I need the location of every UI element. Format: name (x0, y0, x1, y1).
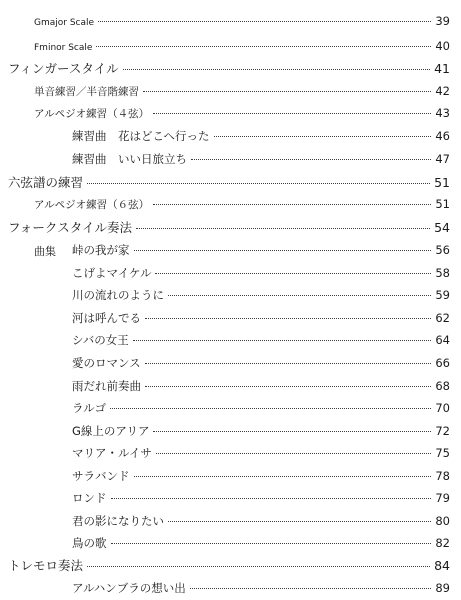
toc-entry-page: 40 (435, 39, 450, 53)
toc-entry[interactable] (72, 332, 450, 348)
toc-entry-title: アルペジオ練習（４弦） (34, 108, 150, 120)
toc-section[interactable] (8, 173, 450, 191)
dot-leader (111, 498, 432, 499)
dot-leader (136, 228, 430, 229)
dot-leader (96, 46, 431, 47)
dot-leader (153, 204, 431, 205)
toc-entry[interactable] (72, 535, 450, 551)
toc-entry-page: 47 (435, 152, 450, 166)
toc-entry-title: 川の流れのように (72, 288, 164, 302)
toc-entry-title: 鳥の歌 (72, 536, 107, 550)
toc-entry-title: 雨だれ前奏曲 (72, 379, 141, 393)
dot-leader (143, 91, 431, 92)
toc-entry-page: 51 (435, 197, 450, 211)
toc-section[interactable] (8, 556, 450, 574)
toc-section-page: 84 (434, 558, 450, 573)
toc-entry[interactable] (72, 513, 450, 529)
toc-entry-page: 62 (435, 311, 450, 325)
toc-entry-title: マリア・ルイサ (72, 446, 152, 460)
toc-entry[interactable] (72, 400, 450, 416)
toc-entry-page: 82 (435, 536, 450, 550)
toc-entry[interactable] (72, 580, 450, 596)
toc-entry[interactable] (72, 242, 450, 258)
toc-entry-page: 56 (435, 243, 450, 257)
dot-leader (145, 318, 431, 319)
dot-leader (153, 113, 431, 114)
toc-entry-title: アルハンブラの想い出 (72, 581, 186, 595)
toc-entry-title: Gmajor Scale (34, 18, 95, 28)
toc-section[interactable] (8, 218, 450, 236)
toc-entry-title: 君の影になりたい (72, 514, 164, 528)
toc-entry[interactable] (34, 14, 450, 28)
toc-entry-page: 72 (435, 424, 450, 438)
toc-entry-page: 68 (435, 379, 450, 393)
toc-entry[interactable] (72, 423, 450, 439)
toc-entry-title: ラルゴ (72, 401, 107, 415)
toc-entry-page: 70 (435, 401, 450, 415)
toc-section-page: 41 (434, 61, 450, 76)
toc-entry-title: サラバンド (72, 469, 130, 483)
dot-leader (168, 295, 431, 296)
toc-entry[interactable] (72, 355, 450, 371)
toc-entry-page: 42 (435, 84, 450, 98)
toc-entry-title: Fminor Scale (34, 43, 93, 53)
dot-leader (110, 408, 431, 409)
toc-section-title: 六弦譜の練習 (8, 175, 84, 190)
toc-entry-title: 単音練習／半音階練習 (34, 86, 139, 98)
dot-leader (214, 136, 432, 137)
toc-entry[interactable] (72, 490, 450, 506)
dot-leader (87, 183, 430, 184)
toc-entry[interactable] (72, 378, 450, 394)
toc-entry-title: こげよマイケル (72, 266, 152, 280)
dot-leader (155, 273, 431, 274)
toc-entry-title: ロンド (72, 491, 107, 505)
toc-entry-page: 89 (435, 581, 450, 595)
toc-entry[interactable] (72, 468, 450, 484)
dot-leader (123, 69, 430, 70)
toc-entry[interactable] (72, 310, 450, 326)
dot-leader (145, 386, 431, 387)
toc-entry-title: アルペジオ練習（６弦） (34, 199, 150, 211)
dot-leader (168, 521, 431, 522)
toc-entry[interactable] (34, 197, 450, 212)
toc-entry-page: 79 (435, 491, 450, 505)
toc-entry[interactable] (72, 151, 450, 167)
toc-section-title: フォークスタイル奏法 (8, 220, 133, 235)
toc-section[interactable] (8, 59, 450, 77)
toc-entry-page: 66 (435, 356, 450, 370)
toc-entry-page: 80 (435, 514, 450, 528)
toc-entry[interactable] (72, 445, 450, 461)
toc-entry[interactable] (72, 287, 450, 303)
dot-leader (133, 340, 432, 341)
toc-entry[interactable] (34, 106, 450, 121)
toc-entry-page: 64 (435, 333, 450, 347)
dot-leader (98, 21, 431, 22)
toc-section-page: 54 (434, 220, 450, 235)
toc-entry-page: 43 (435, 106, 450, 120)
toc-entry-page: 59 (435, 288, 450, 302)
toc-entry-page: 39 (435, 14, 450, 28)
dot-leader (111, 543, 432, 544)
dot-leader (134, 250, 432, 251)
toc-entry-page: 58 (435, 266, 450, 280)
toc-section-page: 51 (434, 175, 450, 190)
dot-leader (190, 588, 432, 589)
dot-leader (156, 453, 431, 454)
collection-label: 曲集 (34, 245, 56, 258)
toc-entry-title: 愛のロマンス (72, 356, 141, 370)
toc-entry-page: 46 (435, 129, 450, 143)
toc-entry-title: 練習曲 花はどこへ行った (72, 129, 210, 143)
toc-entry-title: 河は呼んでる (72, 311, 141, 325)
dot-leader (87, 566, 430, 567)
dot-leader (153, 431, 431, 432)
toc-entry[interactable] (72, 128, 450, 144)
toc-entry-title: 練習曲 いい日旅立ち (72, 152, 187, 166)
toc-entry-page: 75 (435, 446, 450, 460)
toc-entry-title: シバの女王 (72, 333, 129, 347)
toc-entry[interactable] (72, 265, 450, 281)
dot-leader (145, 363, 432, 364)
toc-entry-title: G線上のアリア (72, 424, 150, 438)
toc-entry[interactable] (34, 84, 450, 99)
toc-entry-title: 峠の我が家 (72, 243, 130, 257)
toc-section-title: トレモロ奏法 (8, 558, 84, 573)
dot-leader (191, 159, 431, 160)
toc-section-title: フィンガースタイル (8, 61, 119, 76)
dot-leader (134, 476, 432, 477)
toc-entry[interactable] (34, 39, 450, 53)
toc-entry-page: 78 (435, 469, 450, 483)
